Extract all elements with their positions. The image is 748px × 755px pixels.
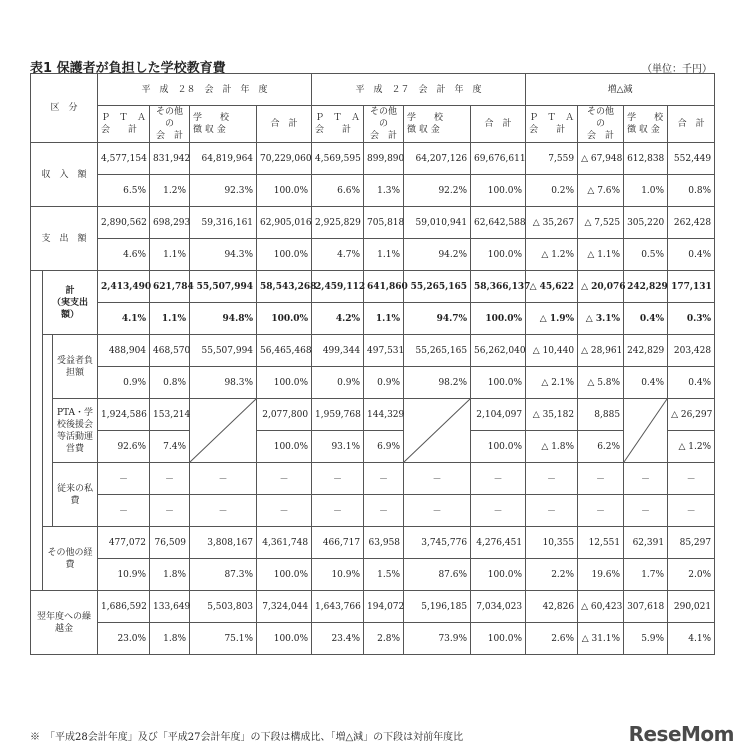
value-cell: 100.0% (257, 559, 312, 591)
value-cell: 0.8% (668, 175, 715, 207)
value-cell: 307,618 (624, 591, 668, 623)
value-cell: 2,077,800 (257, 399, 312, 431)
value-cell: △ 35,182 (526, 399, 578, 431)
value-cell: 4.6% (98, 239, 150, 271)
row-label: 受益者負 担額 (53, 335, 98, 399)
col-total: 合 計 (668, 106, 715, 143)
value-cell: 100.0% (471, 431, 526, 463)
value-cell: 56,465,468 (257, 335, 312, 367)
col-school: 学 校 徴 収 金 (190, 106, 257, 143)
value-cell: △ 1.1% (578, 239, 624, 271)
value-cell: 0.4% (668, 367, 715, 399)
value-cell: 133,649 (150, 591, 190, 623)
value-cell: 94.8% (190, 303, 257, 335)
col-school: 学 校 徴 収 金 (624, 106, 668, 143)
value-cell: － (312, 463, 364, 495)
value-cell: 94.3% (190, 239, 257, 271)
value-cell: 73.9% (404, 623, 471, 655)
value-cell: 69,676,611 (471, 143, 526, 175)
value-cell: 290,021 (668, 591, 715, 623)
value-cell: 62,391 (624, 527, 668, 559)
value-cell: 242,829 (624, 335, 668, 367)
value-cell: 23.0% (98, 623, 150, 655)
value-cell: － (668, 495, 715, 527)
value-cell: 55,507,994 (190, 271, 257, 303)
value-cell: △ 26,297 (668, 399, 715, 431)
value-cell: 621,784 (150, 271, 190, 303)
value-cell: 144,329 (364, 399, 404, 431)
value-cell: 98.3% (190, 367, 257, 399)
value-cell: 0.2% (526, 175, 578, 207)
value-cell: 305,220 (624, 207, 668, 239)
value-cell: 2.2% (526, 559, 578, 591)
value-cell: △ 1.8% (526, 431, 578, 463)
value-cell: 76,509 (150, 527, 190, 559)
value-cell: 488,904 (98, 335, 150, 367)
table-row-beneficiary-pct (31, 367, 715, 399)
value-cell: 2.0% (668, 559, 715, 591)
value-cell: 2.6% (526, 623, 578, 655)
value-cell: － (257, 495, 312, 527)
education-cost-table (30, 73, 715, 655)
value-cell: － (471, 463, 526, 495)
value-cell: △ 2.1% (526, 367, 578, 399)
value-cell: 1,959,768 (312, 399, 364, 431)
col-pta: Ｐ Ｔ Ａ 会 計 (98, 106, 150, 143)
col-total: 合 計 (471, 106, 526, 143)
value-cell: △ 1.9% (526, 303, 578, 335)
value-cell: △ 10,440 (526, 335, 578, 367)
value-cell: 0.4% (668, 239, 715, 271)
value-cell: － (624, 463, 668, 495)
value-cell: 4,361,748 (257, 527, 312, 559)
value-cell: 698,293 (150, 207, 190, 239)
value-cell: 23.4% (312, 623, 364, 655)
value-cell: 2,890,562 (98, 207, 150, 239)
value-cell: 2,925,829 (312, 207, 364, 239)
value-cell: 2.8% (364, 623, 404, 655)
empty-diagonal-cell (624, 399, 668, 463)
value-cell: △ 5.8% (578, 367, 624, 399)
value-cell: － (364, 495, 404, 527)
value-cell: － (190, 495, 257, 527)
h28-header: 平 成 ２８ 会 計 年 度 (98, 74, 312, 106)
table-row-income (31, 143, 715, 175)
table-row-private-pct (31, 495, 715, 527)
value-cell: 0.9% (98, 367, 150, 399)
value-cell: 93.1% (312, 431, 364, 463)
value-cell: 100.0% (257, 367, 312, 399)
table-row-other-pct (31, 559, 715, 591)
value-cell: 5.9% (624, 623, 668, 655)
value-cell: 1.8% (150, 623, 190, 655)
value-cell: 87.3% (190, 559, 257, 591)
table-row-other (31, 527, 715, 559)
value-cell: 100.0% (257, 239, 312, 271)
value-cell: △ 35,267 (526, 207, 578, 239)
value-cell: 59,010,941 (404, 207, 471, 239)
value-cell: △ 31.1% (578, 623, 624, 655)
value-cell: 7.4% (150, 431, 190, 463)
value-cell: 499,344 (312, 335, 364, 367)
col-other: その他 の 会 計 (364, 106, 404, 143)
value-cell: 100.0% (471, 623, 526, 655)
header-row-1 (31, 74, 715, 106)
resemom-logo: ReseMom (628, 722, 734, 746)
value-cell: 3,745,776 (404, 527, 471, 559)
empty-diagonal-cell (404, 399, 471, 463)
value-cell: 62,642,588 (471, 207, 526, 239)
value-cell: 64,207,126 (404, 143, 471, 175)
value-cell: 641,860 (364, 271, 404, 303)
value-cell: 1.1% (364, 303, 404, 335)
value-cell: 612,838 (624, 143, 668, 175)
value-cell: 0.4% (624, 367, 668, 399)
value-cell: 5,196,185 (404, 591, 471, 623)
value-cell: 4,569,595 (312, 143, 364, 175)
value-cell: 19.6% (578, 559, 624, 591)
value-cell: 58,366,137 (471, 271, 526, 303)
value-cell: 100.0% (257, 431, 312, 463)
value-cell: － (578, 495, 624, 527)
value-cell: 0.3% (668, 303, 715, 335)
value-cell: 203,428 (668, 335, 715, 367)
value-cell: － (150, 495, 190, 527)
value-cell: 194,072 (364, 591, 404, 623)
value-cell: △ 28,961 (578, 335, 624, 367)
value-cell: 0.9% (364, 367, 404, 399)
value-cell: △ 1.2% (526, 239, 578, 271)
value-cell: △ 67,948 (578, 143, 624, 175)
value-cell: － (668, 463, 715, 495)
value-cell: 70,229,060 (257, 143, 312, 175)
row-label: 計 （実支出額） (43, 271, 98, 335)
value-cell: △ 3.1% (578, 303, 624, 335)
value-cell: 6.2% (578, 431, 624, 463)
value-cell: 10.9% (98, 559, 150, 591)
value-cell: 100.0% (257, 623, 312, 655)
value-cell: 705,818 (364, 207, 404, 239)
value-cell: 6.6% (312, 175, 364, 207)
col-other: その他 の 会 計 (150, 106, 190, 143)
value-cell: － (190, 463, 257, 495)
value-cell: 58,543,268 (257, 271, 312, 303)
header-row-2 (31, 106, 715, 143)
value-cell: 1.5% (364, 559, 404, 591)
value-cell: 5,503,803 (190, 591, 257, 623)
value-cell: 64,819,964 (190, 143, 257, 175)
value-cell: 100.0% (471, 175, 526, 207)
value-cell: 177,131 (668, 271, 715, 303)
value-cell: 1,924,586 (98, 399, 150, 431)
value-cell: 8,885 (578, 399, 624, 431)
value-cell: 466,717 (312, 527, 364, 559)
value-cell: 831,942 (150, 143, 190, 175)
value-cell: 94.2% (404, 239, 471, 271)
value-cell: 2,413,490 (98, 271, 150, 303)
value-cell: △ 7,525 (578, 207, 624, 239)
value-cell: － (312, 495, 364, 527)
indent-cell (31, 271, 43, 591)
value-cell: 42,826 (526, 591, 578, 623)
kubun-header: 区 分 (31, 74, 98, 143)
col-other: その他 の 会 計 (578, 106, 624, 143)
col-pta: Ｐ Ｔ Ａ 会 計 (312, 106, 364, 143)
table-row-carryover (31, 591, 715, 623)
h27-header: 平 成 ２７ 会 計 年 度 (312, 74, 526, 106)
value-cell: 899,890 (364, 143, 404, 175)
table-row-total-pct (31, 303, 715, 335)
value-cell: 55,265,165 (404, 335, 471, 367)
table-row-expense-pct (31, 239, 715, 271)
value-cell: 1.3% (364, 175, 404, 207)
value-cell: 98.2% (404, 367, 471, 399)
value-cell: 92.3% (190, 175, 257, 207)
value-cell: 0.9% (312, 367, 364, 399)
value-cell: △ 1.2% (668, 431, 715, 463)
value-cell: 85,297 (668, 527, 715, 559)
row-label: 従来の私 費 (53, 463, 98, 527)
table-row-income-pct (31, 175, 715, 207)
footnote: ※ 「平成28会計年度」及び「平成27会計年度」の下段は構成比、「増△減」の下段は対前年度比 (30, 732, 464, 743)
value-cell: － (471, 495, 526, 527)
value-cell: 1,643,766 (312, 591, 364, 623)
row-label: 収 入 額 (31, 143, 98, 207)
value-cell: 1.2% (150, 175, 190, 207)
indent-cell (43, 335, 53, 527)
table-row-pta (31, 399, 715, 431)
value-cell: 7,324,044 (257, 591, 312, 623)
value-cell: － (98, 495, 150, 527)
diff-header: 増△減 (526, 74, 715, 106)
table-row-carryover-pct (31, 623, 715, 655)
value-cell: 262,428 (668, 207, 715, 239)
table-row-beneficiary (31, 335, 715, 367)
value-cell: 55,507,994 (190, 335, 257, 367)
value-cell: △ 20,076 (578, 271, 624, 303)
value-cell: － (98, 463, 150, 495)
value-cell: － (526, 463, 578, 495)
value-cell: 4,276,451 (471, 527, 526, 559)
value-cell: 4.7% (312, 239, 364, 271)
value-cell: 1.8% (150, 559, 190, 591)
col-school: 学 校 徴 収 金 (404, 106, 471, 143)
value-cell: 55,265,165 (404, 271, 471, 303)
value-cell: 1.7% (624, 559, 668, 591)
value-cell: － (404, 495, 471, 527)
value-cell: － (578, 463, 624, 495)
value-cell: 100.0% (471, 239, 526, 271)
value-cell: 3,808,167 (190, 527, 257, 559)
table-row-expense (31, 207, 715, 239)
row-label: 翌年度への繰 越金 (31, 591, 98, 655)
value-cell: 7,034,023 (471, 591, 526, 623)
value-cell: － (364, 463, 404, 495)
value-cell: － (257, 463, 312, 495)
row-label: その他の経 費 (43, 527, 98, 591)
value-cell: 2,459,112 (312, 271, 364, 303)
value-cell: 4.2% (312, 303, 364, 335)
value-cell: 1.0% (624, 175, 668, 207)
value-cell: 0.8% (150, 367, 190, 399)
empty-diagonal-cell (190, 399, 257, 463)
value-cell: 87.6% (404, 559, 471, 591)
value-cell: 0.5% (624, 239, 668, 271)
unit-label: （単位：千円） (642, 64, 712, 75)
value-cell: 497,531 (364, 335, 404, 367)
value-cell: 1,686,592 (98, 591, 150, 623)
table-title: 表1 保護者が負担した学校教育費 (30, 61, 226, 76)
value-cell: 468,570 (150, 335, 190, 367)
value-cell: △ 60,423 (578, 591, 624, 623)
value-cell: 477,072 (98, 527, 150, 559)
value-cell: 242,829 (624, 271, 668, 303)
value-cell: 1.1% (150, 239, 190, 271)
value-cell: 92.6% (98, 431, 150, 463)
value-cell: 100.0% (471, 303, 526, 335)
value-cell: － (526, 495, 578, 527)
table-row-total (31, 271, 715, 303)
value-cell: 75.1% (190, 623, 257, 655)
value-cell: 10.9% (312, 559, 364, 591)
row-label: 支 出 額 (31, 207, 98, 271)
value-cell: 63,958 (364, 527, 404, 559)
value-cell: 100.0% (471, 367, 526, 399)
value-cell: 552,449 (668, 143, 715, 175)
value-cell: △ 7.6% (578, 175, 624, 207)
value-cell: 4.1% (668, 623, 715, 655)
row-label: PTA・学 校後援会 等活動運 営費 (53, 399, 98, 463)
value-cell: 59,316,161 (190, 207, 257, 239)
value-cell: 6.9% (364, 431, 404, 463)
value-cell: △ 45,622 (526, 271, 578, 303)
value-cell: 7,559 (526, 143, 578, 175)
value-cell: － (404, 463, 471, 495)
value-cell: 56,262,040 (471, 335, 526, 367)
col-total: 合 計 (257, 106, 312, 143)
value-cell: 62,905,016 (257, 207, 312, 239)
value-cell: 94.7% (404, 303, 471, 335)
value-cell: － (624, 495, 668, 527)
value-cell: 153,214 (150, 399, 190, 431)
value-cell: 92.2% (404, 175, 471, 207)
value-cell: 100.0% (471, 559, 526, 591)
col-pta: Ｐ Ｔ Ａ 会 計 (526, 106, 578, 143)
value-cell: 2,104,097 (471, 399, 526, 431)
value-cell: 1.1% (150, 303, 190, 335)
value-cell: 0.4% (624, 303, 668, 335)
table-row-private (31, 463, 715, 495)
value-cell: 100.0% (257, 175, 312, 207)
value-cell: 100.0% (257, 303, 312, 335)
value-cell: 4,577,154 (98, 143, 150, 175)
value-cell: 12,551 (578, 527, 624, 559)
table-row-pta-pct (31, 431, 715, 463)
value-cell: 4.1% (98, 303, 150, 335)
value-cell: － (150, 463, 190, 495)
value-cell: 1.1% (364, 239, 404, 271)
value-cell: 6.5% (98, 175, 150, 207)
value-cell: 10,355 (526, 527, 578, 559)
